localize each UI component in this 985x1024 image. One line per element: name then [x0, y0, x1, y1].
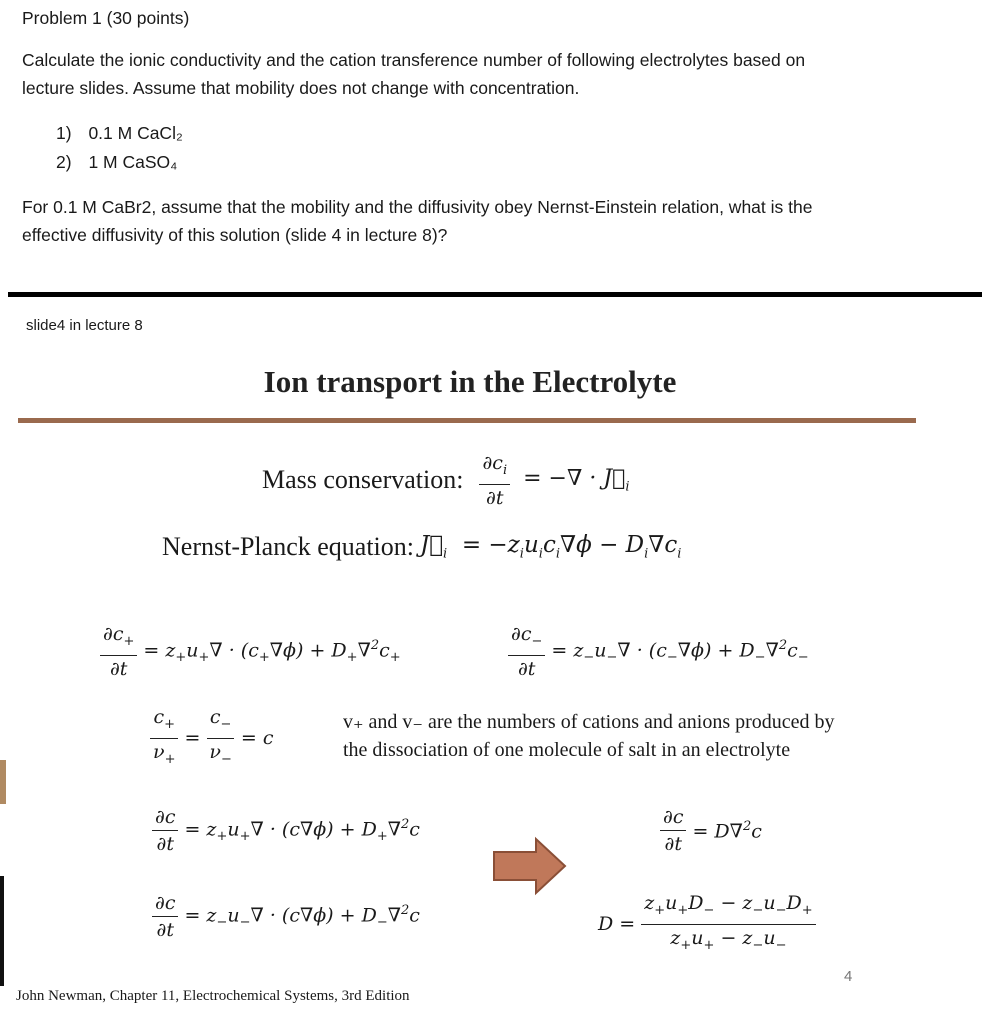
- equation-rhs: = $z_+u_+\nabla \cdot (c\nabla\phi) + D_+\nabla^2c$: [184, 816, 420, 845]
- list-item: [56, 148, 177, 176]
- fraction: $\frac{c_-}{\nu_-}$: [206, 706, 234, 771]
- slide-title: Ion transport in the Electrolyte: [263, 364, 677, 399]
- title-rule: [18, 418, 916, 423]
- concentration-relation: $\frac{c_+}{\nu_+}$ = $\frac{c_-}{\nu_-}$ = c: [150, 706, 273, 771]
- nernst-planck-label: Nernst-Planck equation:: [162, 532, 414, 561]
- mass-conservation-label: Mass conservation:: [262, 465, 464, 495]
- dissociation-note: [343, 708, 835, 764]
- edge-artifact: [0, 760, 6, 804]
- fraction: $\frac{\partial c}{\partial t}$: [152, 892, 178, 941]
- fraction: $\frac{\partial c_-}{\partial t}$: [508, 623, 545, 680]
- salt-anion-equation: [152, 892, 420, 941]
- mass-conservation-equation: [262, 452, 630, 509]
- fraction: $\frac{\partial c_+}{\partial t}$: [100, 623, 137, 680]
- fraction: $\frac{\partial c}{\partial t}$: [660, 806, 686, 855]
- effective-diffusion-equation: [660, 806, 762, 855]
- note-line: v₊ and v₋ are the numbers of cations and anions produced by: [343, 711, 835, 733]
- question-line2: effective diffusivity of this solution (slide 4 in lecture 8)?: [22, 225, 448, 245]
- slide-label: slide4 in lecture 8: [26, 317, 143, 334]
- problem-title: Problem 1 (30 points): [22, 8, 190, 28]
- list-item-text: 1 M CaSO₄: [88, 152, 178, 172]
- list-item-number: 1): [56, 123, 72, 143]
- fraction: $\frac{z_+u_+D_- - z_-u_-D_+}{z_+u_+ - z_-u_-}$: [641, 892, 815, 957]
- section-divider: [8, 292, 982, 297]
- list-item: [56, 119, 183, 147]
- right-arrow-icon: [492, 836, 568, 896]
- problem-intro-line1: Calculate the ionic conductivity and the cation transference number of following electrolytes based on: [22, 50, 806, 70]
- fraction: $\frac{c_+}{\nu_+}$: [150, 706, 178, 771]
- anion-equation: [508, 623, 809, 680]
- note-line: the dissociation of one molecule of salt in an electrolyte: [343, 739, 791, 761]
- list-item-number: 2): [56, 152, 72, 172]
- question-line1: For 0.1 M CaBr2, assume that the mobility and the diffusivity obey Nernst-Einstein relation, what is the: [22, 197, 813, 217]
- equation-rhs: = $z_+u_+\nabla \cdot (c_+\nabla\phi) + D_+\nabla^2c_+$: [143, 637, 401, 665]
- slide-page-number: 4: [844, 968, 853, 985]
- effective-diffusivity-formula: D = $\frac{z_+u_+D_- - z_-u_-D_+}{z_+u_+ - z_-u_-}$: [598, 892, 816, 957]
- fraction: $\frac{\partial c}{\partial t}$: [152, 806, 178, 855]
- citation: John Newman, Chapter 11, Electrochemical Systems, 3rd Edition: [16, 988, 410, 1004]
- problem-intro-line2: lecture slides. Assume that mobility does not change with concentration.: [22, 78, 580, 98]
- edge-artifact: [0, 876, 4, 986]
- equation-rhs: = $z_-u_-\nabla \cdot (c\nabla\phi) + D_-\nabla^2c$: [184, 902, 420, 931]
- equation-rhs: $J⃗_i = -z_iu_ic_i\nabla\phi - D_i\nabla c_i$: [420, 532, 682, 562]
- equation-rhs: = $z_-u_-\nabla \cdot (c_-\nabla\phi) + D_-\nabla^2c_-$: [551, 637, 809, 665]
- equation-rhs: = −∇ · $J⃗_i$: [516, 466, 630, 495]
- salt-cation-equation: [152, 806, 420, 855]
- fraction: $\frac{\partial c_i}{\partial t}$: [479, 452, 510, 509]
- equation-rhs: = D∇$^2$c: [692, 818, 762, 843]
- list-item-text: 0.1 M CaCl₂: [88, 123, 183, 143]
- cation-equation: [100, 623, 401, 680]
- nernst-planck-equation: [162, 532, 681, 562]
